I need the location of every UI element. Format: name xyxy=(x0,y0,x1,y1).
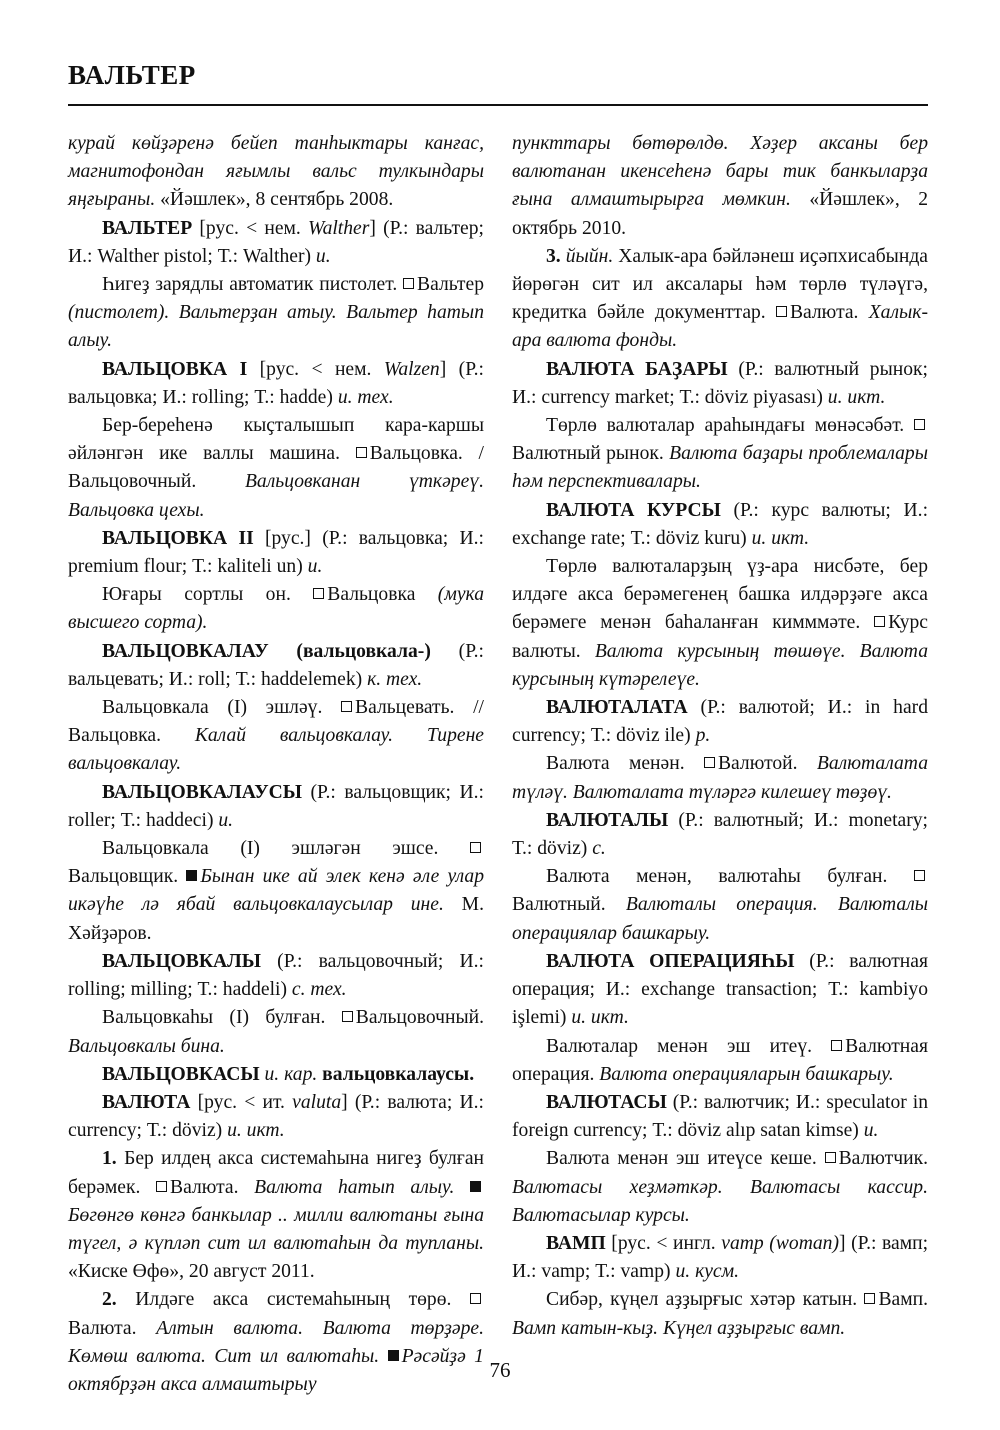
hollow-square-icon xyxy=(156,1181,167,1192)
italic-text: и. икт. xyxy=(571,1007,629,1029)
right-column xyxy=(512,130,928,1343)
italic-text: и. кусм. xyxy=(675,1261,740,1283)
entry-paragraph xyxy=(68,835,484,948)
text-span: М. Хәйҙәров. xyxy=(68,894,484,944)
running-head: ВАЛЬТЕР xyxy=(68,60,196,90)
headword: ВАЛЮТА БАҘАРЫ xyxy=(546,358,728,380)
text-span: Сибәр, күңел аҙҙырғыс хәтәр катын. xyxy=(546,1289,865,1311)
entry-paragraph xyxy=(512,412,928,497)
italic-text: и. икт. xyxy=(751,527,810,549)
italic-text: vamp (woman) xyxy=(721,1232,839,1254)
text-span: Валютой. xyxy=(717,753,817,775)
italic-text: Walzen xyxy=(383,358,440,380)
italic-text: к. тех. xyxy=(367,668,423,690)
text-span: Вальцовочный. xyxy=(355,1007,484,1029)
italic-text: (мука высшего сорта). xyxy=(68,584,484,634)
italic-text: Валюта баҙары проблемалары һәм перспективалары. xyxy=(512,443,928,493)
hollow-square-icon xyxy=(864,1293,875,1304)
headword: ВАЛЮТАСЫ xyxy=(546,1091,667,1113)
entry-paragraph xyxy=(512,807,928,863)
text-span: [рус. < нем. xyxy=(192,217,309,239)
entry-paragraph xyxy=(512,1230,928,1286)
text-span: Валюта менән. xyxy=(546,753,704,775)
italic-text: (пистолет). Вальтерҙан атыу. Вальтер һатып алыу. xyxy=(68,302,484,352)
text-span: Валюталар менән эш итеү. xyxy=(546,1035,832,1057)
entry-paragraph xyxy=(512,497,928,553)
hollow-square-icon xyxy=(342,1011,353,1022)
entry-paragraph xyxy=(512,1145,928,1230)
italic-text: Валюта операцияларын башкарыу. xyxy=(599,1063,894,1085)
text-span: (Р.: валютой; И.: in hard currency; Т.: döviz ile) xyxy=(512,697,928,747)
italic-text: Валюталата түләү. Валюталата түләргә килешеү төҙөү. xyxy=(512,753,928,803)
text-span: Валюта менән эш итеүсе кеше. xyxy=(546,1148,825,1170)
headword: ВАЛЬЦОВКАСЫ xyxy=(102,1063,260,1085)
entry-paragraph xyxy=(68,694,484,779)
text-span: [рус.] (Р.: вальцовка; И.: premium flour; Т.: kaliteli un) xyxy=(68,527,484,578)
text-span: Валюта. xyxy=(789,302,869,324)
entry-paragraph xyxy=(68,215,484,271)
text-span: (Р.: валютный; И.: monetary; Т.: döviz) xyxy=(512,809,928,860)
entry-paragraph xyxy=(68,1004,484,1060)
text-span: Валюта менән, валютаһы булған. xyxy=(546,866,914,888)
headword: ВАЛЬЦОВКА I xyxy=(102,358,248,380)
entry-paragraph xyxy=(68,1145,484,1286)
italic-text: и. икт. xyxy=(227,1120,285,1142)
continued-paragraph xyxy=(512,130,928,243)
hollow-square-icon xyxy=(914,870,925,881)
headword: ВАЛЮТА ОПЕРАЦИЯҺЫ xyxy=(546,950,795,972)
entry-paragraph xyxy=(512,1033,928,1089)
italic-text: и. xyxy=(307,556,323,578)
text-span: Вальтер xyxy=(417,274,484,296)
entry-paragraph xyxy=(68,779,484,835)
italic-text: Бөгөнгө көнгә банкылар .. милли валютаны ғына түгел, ә күпләп сит ил валютаһын да тупланы. xyxy=(68,1204,484,1254)
text-span: Вальцовкаһы (I) булған. xyxy=(102,1007,342,1029)
text-span: Һигеҙ зарядлы автоматик пистолет. xyxy=(102,274,404,296)
text-span: ] (Р.: вамп; И.: vamp; Т.: vamp) xyxy=(512,1232,929,1283)
italic-text: и. икт. xyxy=(827,386,886,408)
text-span: (Р.: вальцовочный; И.: rolling; milling; Т.: haddeli) xyxy=(68,950,484,1001)
entry-paragraph xyxy=(68,271,484,356)
hollow-square-icon xyxy=(874,616,885,627)
text-span: (Р.: курс валюты; И.: exchange rate; Т.: döviz kuru) xyxy=(512,499,929,549)
entry-paragraph xyxy=(68,1089,484,1145)
italic-text: и. xyxy=(863,1120,879,1142)
bold-text: 1. xyxy=(102,1148,117,1170)
text-span: [рус. < ит. xyxy=(190,1091,293,1113)
text-span: (Р.: вальцовщик; И.: roller; Т.: haddeci) xyxy=(68,781,484,831)
italic-text: с. xyxy=(592,838,606,860)
headword: ВАЛЬЦОВКА II xyxy=(102,527,254,549)
italic-text: ә бейеп танһыктары канғас, магнитофондан яғымлы вальс тулкындары яңғыраны. xyxy=(68,133,484,211)
hollow-square-icon xyxy=(356,447,367,458)
entry-paragraph xyxy=(512,1286,928,1342)
bold-text: вальцовкалаусы. xyxy=(322,1063,475,1085)
text-span: Валютчик. xyxy=(838,1148,928,1170)
text-span: «Киске Өфө», 20 август 2011. xyxy=(68,1261,315,1283)
text-span: (Р.: валютчик; И.: speculator in foreign currency; Т.: döviz alıp satan kimse) xyxy=(512,1091,928,1142)
headword: ВАЛЬЦОВКАЛАУ (вальцовкала-) xyxy=(102,640,431,662)
text-span: [рус. < нем. xyxy=(247,358,384,380)
filled-square-icon xyxy=(470,1181,481,1192)
headword: ВАЛЮТА КУРСЫ xyxy=(546,499,721,521)
italic-text: Бынан ике ай элек кенә әле улар икәүһе лә ябай вальцовкалаусылар ине. xyxy=(68,866,485,916)
text-span: Вальцовщик. xyxy=(68,866,187,888)
hollow-square-icon xyxy=(470,1293,481,1304)
text-span: [рус. < ингл. xyxy=(605,1232,722,1254)
text-span: Валюта. xyxy=(68,1317,157,1339)
text-span: (Р.: валютная операция; И.: exchange transaction; Т.: kambiyo işlemi) xyxy=(512,950,928,1029)
text-span: Юғары сортлы он. xyxy=(102,584,314,606)
entry-paragraph xyxy=(68,581,484,637)
text-span: Валютный. xyxy=(512,894,626,916)
italic-text: Калай вальцовкалау. Тирене вальцовкалау. xyxy=(68,725,484,775)
text-span: Валютный рынок. xyxy=(512,443,670,465)
italic-text: Вальцовканан үткәреү. Вальцовка цехы. xyxy=(68,471,484,521)
hollow-square-icon xyxy=(914,419,925,430)
italic-text: и. xyxy=(315,245,331,267)
entry-paragraph xyxy=(68,412,484,525)
entry-paragraph xyxy=(512,750,928,806)
text-span: Бер илдең акса системаһына нигеҙ булған берәмек. xyxy=(68,1148,484,1198)
entry-paragraph xyxy=(512,553,928,694)
hollow-square-icon xyxy=(313,588,324,599)
italic-text: и. кар. xyxy=(259,1063,323,1085)
hollow-square-icon xyxy=(825,1152,836,1163)
text-span: Төрлө валюталарҙың үҙ-ара нисбәте, бер илдәге акса берәмегенең башка илдәрҙәге акса берәмеге менән баһаланған кимммәте. xyxy=(512,556,928,634)
hollow-square-icon xyxy=(776,306,787,317)
italic-text: valuta xyxy=(292,1091,342,1113)
text-span: Вальцовка. / Вальцовочный. xyxy=(68,443,484,493)
text-span: Бер-береһенә кыҫталышып кара-каршы әйләнгән ике валлы машина. xyxy=(68,415,484,465)
entry-paragraph xyxy=(512,863,928,948)
text-span: «Йәшлек», 2 октябрь 2010. xyxy=(512,189,928,239)
continued-paragraph xyxy=(68,130,484,215)
entry-paragraph xyxy=(512,948,928,1033)
text-span: ] (Р.: вальтер; И.: Walther pistol; Т.: Walther) xyxy=(68,217,484,267)
italic-text: йыйн. xyxy=(560,245,614,267)
page-number: 76 xyxy=(489,1358,511,1382)
text-span: Вамп. xyxy=(878,1289,928,1311)
text-span: Курс валюты. xyxy=(512,612,928,662)
italic-text: Алтын валюта. Валюта төрҙәре. Көмөш валюта. Сит ил валютаһы. xyxy=(68,1317,484,1367)
italic-text: р. xyxy=(695,725,711,747)
text-span: Илдәге акса системаһының төрө. xyxy=(116,1289,470,1311)
bold-text: 2. xyxy=(102,1289,117,1311)
italic-text: Рәсәйҙә 1 октябрҙән акса алмаштырыу xyxy=(68,1345,484,1395)
headword: ВАЛЮТА xyxy=(102,1091,191,1113)
text-span: Вальцевать. // Вальцовка. xyxy=(68,697,484,747)
text-span: «Йәшлек», 8 сентябрь 2008. xyxy=(155,189,394,211)
text-span: ] (Р.: вальцовка; И.: rolling; Т.: hadde) xyxy=(68,358,484,408)
text-span: Халык-ара бәйләнеш иҫәпхисабында йөрөгән сит ил аксалары һәм төрлө түләүгә, кредитка бәйле документтар. xyxy=(512,245,928,324)
headword: ВАЛЮТАЛАТА xyxy=(546,697,688,719)
italic-text: Валюталы операция. Валюталы операциялар башкарыу. xyxy=(512,894,929,944)
italic-text: Халык-ара валюта фонды. xyxy=(512,302,928,352)
headword: ВАМП xyxy=(546,1232,606,1254)
text-span: Валюта. xyxy=(170,1176,255,1198)
italic-text: Валютасы хеҙмәткәр. Валютасы кассир. Валютасылар курсы. xyxy=(512,1176,928,1226)
text-span: Вальцовкала (I) эшләгән эшсе. xyxy=(102,838,470,860)
italic-text: и. тех. xyxy=(337,386,394,408)
entry-paragraph xyxy=(512,243,928,356)
entry-paragraph xyxy=(512,694,928,750)
entry-paragraph xyxy=(68,948,484,1004)
hollow-square-icon xyxy=(470,842,481,853)
headword: ВАЛЬТЕР xyxy=(102,217,193,239)
entry-paragraph xyxy=(68,1061,484,1089)
entry-paragraph xyxy=(512,356,928,412)
entry-paragraph xyxy=(68,525,484,581)
italic-text: Walther xyxy=(308,217,370,239)
hollow-square-icon xyxy=(403,278,414,289)
headword: ВАЛЬЦОВКАЛЫ xyxy=(102,950,262,972)
text-span: ] (Р.: валюта; И.: currency; Т.: döviz) xyxy=(68,1091,484,1142)
entry-paragraph xyxy=(512,1089,928,1145)
left-column xyxy=(68,130,484,1399)
italic-text: с. тех. xyxy=(291,979,347,1001)
italic-text: Вамп катын-кыҙ. Күңел аҙҙырғыс вамп. xyxy=(512,1317,846,1339)
text-span: (Р.: вальцевать; И.: roll; Т.: haddelemek) xyxy=(68,640,484,690)
headword: ВАЛЬЦОВКАЛАУСЫ xyxy=(102,781,302,803)
filled-square-icon xyxy=(186,870,197,881)
italic-text: Валюта курсының төшөүе. Валюта курсының күтәрелеүе. xyxy=(512,640,928,690)
hollow-square-icon xyxy=(704,757,715,768)
text-span: Вальцовка xyxy=(327,584,438,606)
text-span: Төрлө валюталар араһындағы мөнәсәбәт. xyxy=(546,415,914,437)
hollow-square-icon xyxy=(831,1040,842,1051)
italic-text: Валюта һатып алыу. xyxy=(254,1176,470,1198)
italic-text: Вальцовкалы бина. xyxy=(68,1035,225,1057)
text-span: Вальцовкала (I) эшләү. xyxy=(102,697,342,719)
text-span: (Р.: валютный рынок; И.: currency market; Т.: döviz piyasası) xyxy=(512,358,928,408)
hollow-square-icon xyxy=(341,701,352,712)
header-rule xyxy=(68,104,928,106)
italic-text: и. xyxy=(218,809,234,831)
entry-paragraph xyxy=(68,638,484,694)
italic-text: пункттары бөтөрөлдө. Хәҙер аксаны бер валютанан икенсеһенә бары тик банкыларҙа ғына алмаштырырға мөмкин. xyxy=(512,133,928,211)
italic-text: курай көйҙәрен xyxy=(68,133,206,154)
entry-paragraph xyxy=(68,356,484,412)
bold-text: 3. xyxy=(546,245,561,267)
text-span: Валютная операция. xyxy=(512,1035,928,1085)
headword: ВАЛЮТАЛЫ xyxy=(546,809,669,831)
